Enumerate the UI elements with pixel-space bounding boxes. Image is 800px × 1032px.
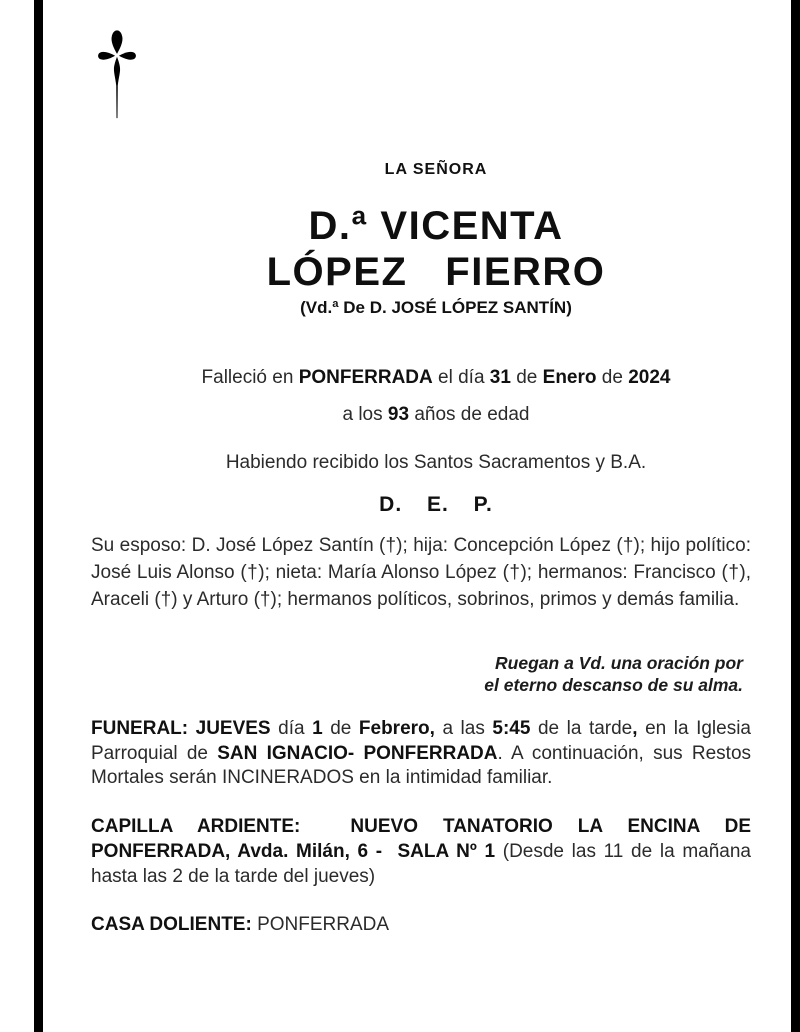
right-border-rule <box>791 0 800 1032</box>
deceased-name-line-2: LÓPEZ FIERRO <box>266 250 606 294</box>
widow-note: (Vd.ª De D. JOSÉ LÓPEZ SANTÍN) <box>300 298 572 317</box>
funeral-paragraph: FUNERAL: JUEVES día 1 de Febrero, a las 5:45 de la tarde, en la Iglesia Parroquial de SAN IGNACIO- PONFERRADA. A continuación, sus Restos Mortales serán INCINERADOS en la intimidad familiar. <box>91 718 757 788</box>
prayer-text <box>91 652 743 696</box>
cross-icon <box>94 26 140 122</box>
honorific: LA SEÑORA <box>384 161 488 178</box>
prayer-line-2: el eterno descanso de su alma. <box>484 675 743 695</box>
dep-abbreviation: D. E. P. <box>379 493 493 516</box>
death-line: Falleció en PONFERRADA el día 31 de Enero de 2024 <box>201 367 671 388</box>
left-border-rule <box>34 0 43 1032</box>
family-paragraph: Su esposo: D. José López Santín (†); hija: Concepción López (†); hijo político: José Luis Alonso (†); nieta: María Alonso López (†); hermanos: Francisco (†), Araceli (†) y Arturo (†); hermanos políticos, sobrinos, primos y demás familia. <box>91 535 757 610</box>
prayer-line-1: Ruegan a Vd. una oración por <box>495 653 743 673</box>
wake-paragraph: CAPILLA ARDIENTE: NUEVO TANATORIO LA ENCINA DE PONFERRADA, Avda. Milán, 6 - SALA Nº 1 (Desde las 11 de la mañana hasta las 2 de la tarde del jueves) <box>91 816 757 887</box>
deceased-name-line-1: D.ª VICENTA <box>308 204 564 248</box>
sacraments-line: Habiendo recibido los Santos Sacramentos y B.A. <box>225 452 647 473</box>
mourning-house-line: CASA DOLIENTE: PONFERRADA <box>91 914 390 935</box>
age-line: a los 93 años de edad <box>342 404 530 425</box>
